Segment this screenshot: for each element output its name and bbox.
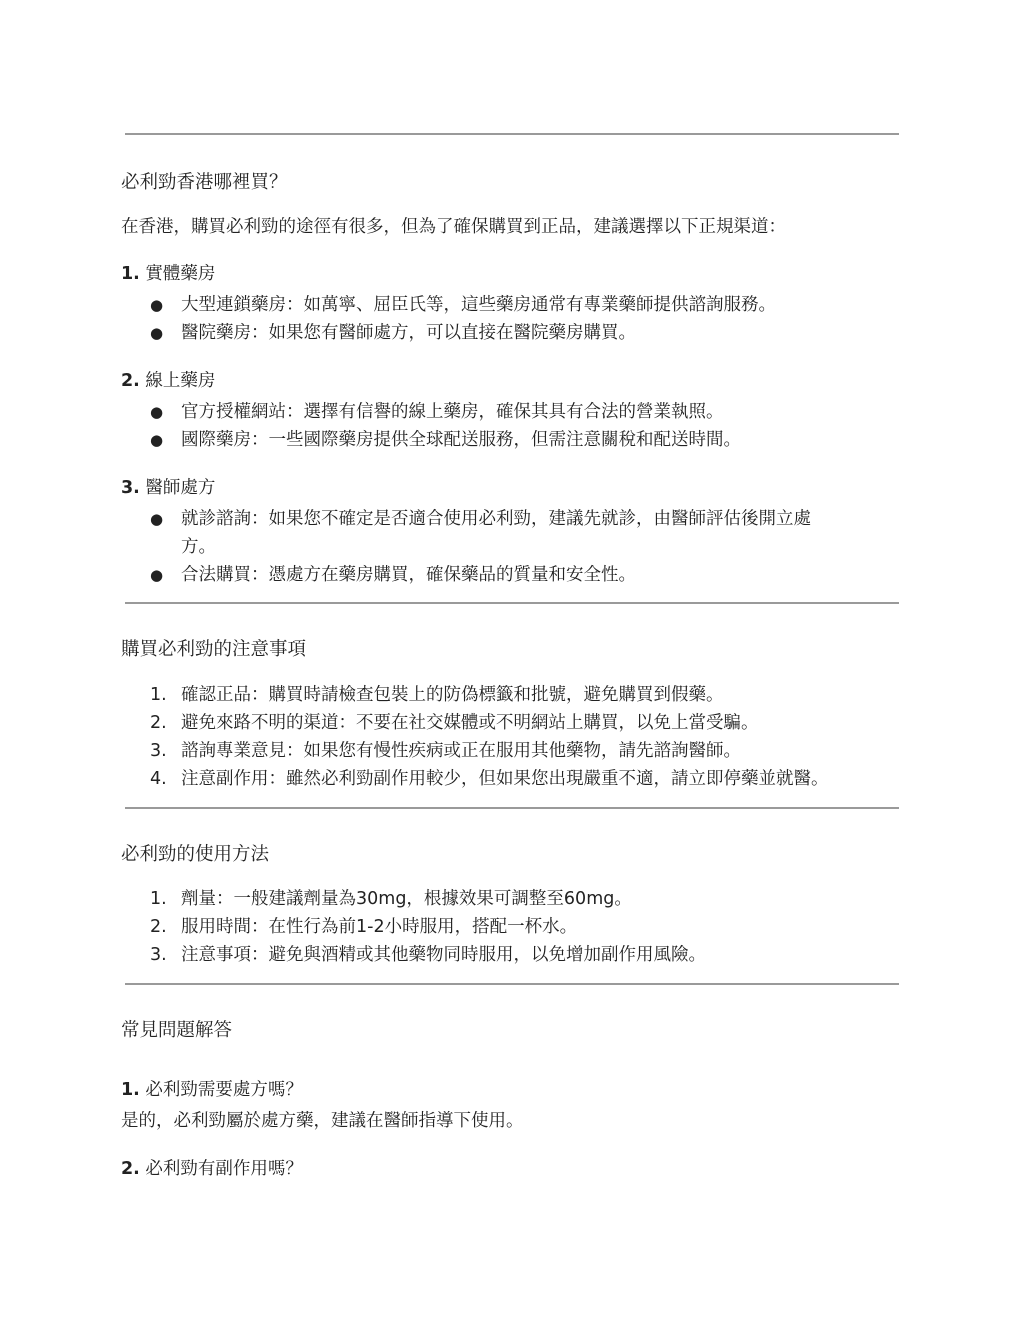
item-number: 2. — [150, 917, 167, 937]
item-text: 劑量：一般建議劑量為30mg，根據效果可調整至60mg。 — [181, 889, 632, 909]
bullet-icon: ● — [150, 403, 164, 421]
list-item-text: 合法購買：憑處方在藥房購買，確保藥品的質量和安全性。 — [181, 565, 636, 585]
list-item-text: 方。 — [181, 537, 216, 557]
item-number: 1. — [150, 685, 167, 705]
faq-question — [121, 1078, 303, 1102]
faq-question — [121, 1157, 303, 1181]
list-item-text: 國際藥房：一些國際藥房提供全球配送服務，但需注意關稅和配送時間。 — [181, 430, 741, 450]
item-number: 3. — [150, 741, 167, 761]
bullet-icon: ● — [150, 324, 164, 342]
item-text: 諮詢專業意見：如果您有慢性疾病或正在服用其他藥物，請先諮詢醫師。 — [181, 741, 741, 761]
section-heading-faq: 常見問題解答 — [121, 1020, 233, 1041]
question-text: 必利勁需要處方嗎？ — [145, 1080, 303, 1100]
section-heading-where-to-buy: 必利勁香港哪裡買？ — [121, 172, 288, 193]
bullet-icon: ● — [150, 510, 164, 528]
divider — [125, 602, 899, 604]
faq-answer: 是的，必利勁屬於處方藥，建議在醫師指導下使用。 — [121, 1111, 524, 1131]
subheading-number: 1. — [121, 264, 140, 284]
section-heading-usage: 必利勁的使用方法 — [121, 844, 270, 865]
divider — [125, 983, 899, 985]
subheading-number: 3. — [121, 478, 140, 498]
subheading-prescription — [121, 476, 215, 500]
bullet-icon: ● — [150, 566, 164, 584]
divider — [125, 133, 899, 135]
item-number: 4. — [150, 769, 167, 789]
item-number: 2. — [150, 713, 167, 733]
bullet-icon: ● — [150, 431, 164, 449]
item-text: 確認正品：購買時請檢查包裝上的防偽標籤和批號，避免購買到假藥。 — [181, 685, 724, 705]
list-item-text: 官方授權網站：選擇有信譽的線上藥房，確保其具有合法的營業執照。 — [181, 402, 724, 422]
divider — [125, 807, 899, 809]
subheading-label: 醫師處方 — [145, 478, 216, 498]
subheading-number: 2. — [121, 371, 140, 391]
question-number: 2. — [121, 1159, 140, 1179]
list-item-text: 就診諮詢：如果您不確定是否適合使用必利勁，建議先就診，由醫師評估後開立處 — [181, 509, 811, 529]
question-text: 必利勁有副作用嗎？ — [145, 1159, 303, 1179]
item-text: 注意事項：避免與酒精或其他藥物同時服用，以免增加副作用風險。 — [181, 945, 706, 965]
bullet-icon: ● — [150, 296, 164, 314]
question-number: 1. — [121, 1080, 140, 1100]
item-text: 注意副作用：雖然必利勁副作用較少，但如果您出現嚴重不適，請立即停藥並就醫。 — [181, 769, 829, 789]
item-number: 3. — [150, 945, 167, 965]
subheading-label: 線上藥房 — [145, 371, 216, 391]
subheading-online-pharmacy — [121, 369, 215, 393]
list-item-text: 醫院藥房：如果您有醫師處方，可以直接在醫院藥房購買。 — [181, 323, 636, 343]
intro-paragraph: 在香港，購買必利勁的途徑有很多，但為了確保購買到正品，建議選擇以下正規渠道： — [121, 217, 786, 237]
item-text: 服用時間：在性行為前1-2小時服用，搭配一杯水。 — [181, 917, 578, 937]
item-number: 1. — [150, 889, 167, 909]
subheading-label: 實體藥房 — [145, 264, 216, 284]
subheading-physical-pharmacy — [121, 262, 215, 286]
list-item-text: 大型連鎖藥房：如萬寧、屈臣氏等，這些藥房通常有專業藥師提供諮詢服務。 — [181, 295, 776, 315]
section-heading-precautions: 購買必利勁的注意事項 — [121, 639, 307, 660]
item-text: 避免來路不明的渠道：不要在社交媒體或不明網站上購買，以免上當受騙。 — [181, 713, 759, 733]
